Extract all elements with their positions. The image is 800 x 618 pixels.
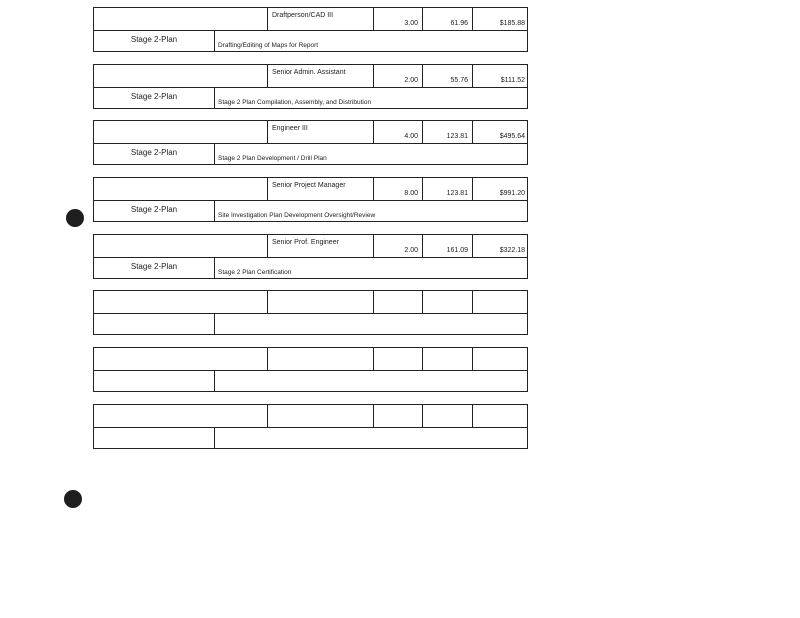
empty-table-row	[93, 347, 528, 392]
hours-value: 3.00	[404, 20, 418, 27]
position-title: Senior Project Manager	[272, 182, 346, 189]
rate-value: 55.76	[450, 77, 468, 84]
hours-value: 2.00	[404, 77, 418, 84]
task-description: Stage 2 Plan Certification	[218, 269, 292, 276]
rate-value: 61.96	[450, 20, 468, 27]
rate-value: 123.81	[446, 190, 468, 197]
task-description: Site Investigation Plan Development Oversight/Review	[218, 212, 376, 219]
total-value: $111.52	[500, 77, 525, 84]
table-row	[93, 7, 528, 52]
empty-table-row	[93, 290, 528, 335]
position-title: Draftperson/CAD III	[272, 12, 334, 19]
table-row	[93, 177, 528, 222]
stage-label: Stage 2-Plan	[130, 148, 178, 157]
stage-label: Stage 2-Plan	[130, 92, 178, 101]
total-value: $991.20	[499, 190, 525, 197]
punch-hole-icon	[66, 209, 84, 227]
total-value: $322.18	[499, 247, 525, 254]
stage-label: Stage 2-Plan	[130, 262, 178, 271]
total-value: $495.64	[499, 133, 525, 140]
rate-value: 161.09	[446, 247, 468, 254]
position-title: Engineer III	[272, 125, 308, 132]
table-row	[93, 234, 528, 279]
total-value: $185.88	[499, 20, 525, 27]
stage-label: Stage 2-Plan	[130, 205, 178, 214]
stage-label: Stage 2-Plan	[130, 35, 178, 44]
hours-value: 8.00	[404, 190, 418, 197]
hours-value: 2.00	[404, 247, 418, 254]
position-title: Senior Prof. Engineer	[272, 239, 339, 246]
position-title: Senior Admin. Assistant	[272, 69, 346, 76]
table-row	[93, 64, 528, 109]
rate-value: 123.81	[446, 133, 468, 140]
hours-value: 4.00	[404, 133, 418, 140]
task-description: Stage 2 Plan Compilation, Assembly, and Distribution	[218, 99, 372, 106]
punch-hole-icon	[64, 490, 82, 508]
task-description: Stage 2 Plan Development / Drill Plan	[218, 155, 327, 162]
table-row	[93, 120, 528, 165]
empty-table-row	[93, 404, 528, 449]
task-description: Drafting/Editing of Maps for Report	[218, 42, 319, 49]
